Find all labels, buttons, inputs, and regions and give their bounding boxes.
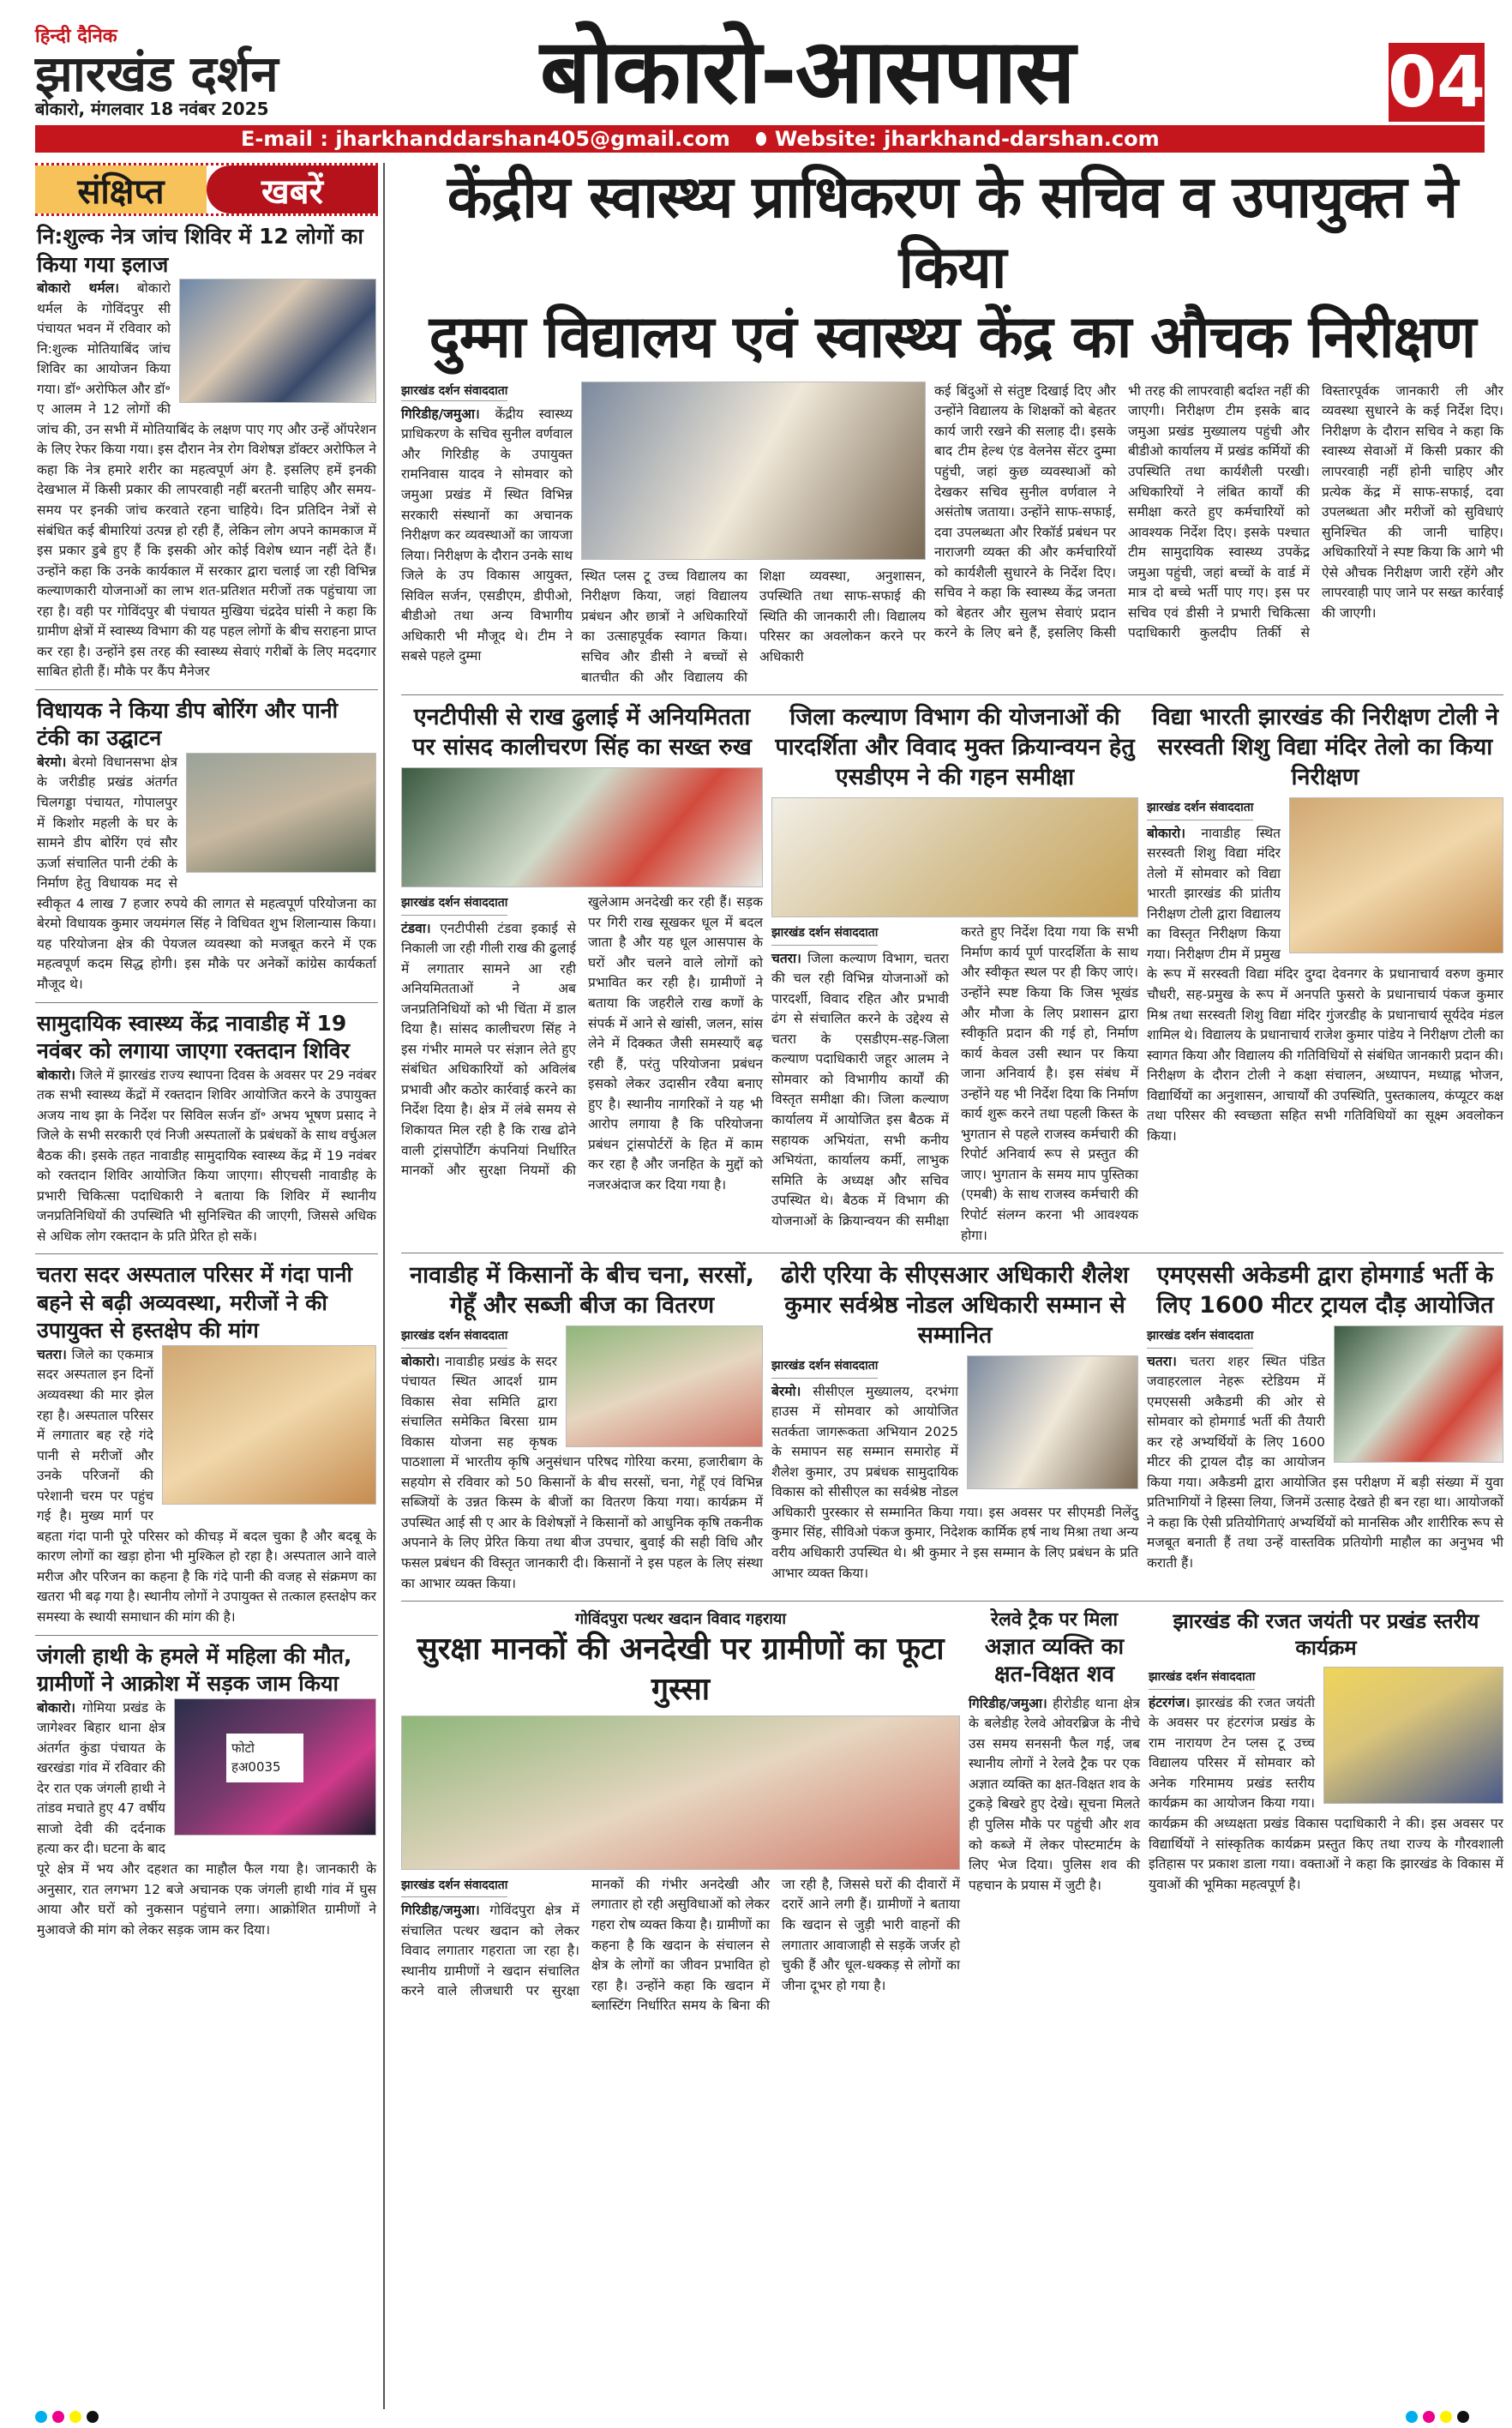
headline: चतरा सदर अस्पताल परिसर में गंदा पानी बहने से बढ़ी अव्यवस्था, मरीजों ने की उपायुक्त से हस्तक्षेप की मांग [37, 1262, 352, 1343]
byline: झारखंड दर्शन संवाददाता [401, 1877, 507, 1897]
brief-column [35, 163, 378, 1947]
photo [179, 279, 376, 403]
headline: सुरक्षा मानकों की अनदेखी पर ग्रामीणों का फूटा गुस्सा [417, 1632, 945, 1708]
byline: झारखंड दर्शन संवाददाता [401, 894, 507, 915]
article-body: सीसीएल मुख्यालय, दरभंगा हाउस में सोमवार को आयोजित सतर्कता जागरूकता अभियान 2025 के समापन सह सम्मान समारोह में शैलेश कुमार, उप प्रबंधक सामुदायिक विकास को सीसीएल का सर्वश्रेष्ठ नोडल अधिकारी पुरस्कार से सम्मानित किया गया। इस अवसर पर सीएमडी निलेंदु कुमार सिंह, सीविओ पंकज कुमार, निदेशक कार्मिक हर्ष नाथ मिश्रा तथा अन्य वरीय अधिकारी उपस्थित थे। श्री कुमार ने इस सम्मान के लिए प्रबंधन के प्रति आभार व्यक्त किया। [771, 1383, 1138, 1581]
photo [967, 1355, 1138, 1489]
article-body: जिले में झारखंड राज्य स्थापना दिवस के अवसर पर 29 नवंबर तक सभी स्वास्थ्य केंद्रों में रक्तदान शिविर आयोजित करने के उपायुक्त अजय नाथ झा के निर्देश पर सिविल सर्जन डॉ॰ अभय भूषण प्रसाद ने जिले के सभी सरकारी एवं निजी अस्पतालों के प्रबंधकों के साथ वर्चुअल बैठक की। इसके तहत नावाडीह सामुदायिक स्वास्थ्य केंद्र में 19 नवंबर को रक्तदान शिविर आयोजित किया जाएगा। सीएचसी नावाडीह के प्रभारी चिकित्सा पदाधिकारी ने बताया कि शिविर में स्थानीय जनप्रतिनिधियों की उपस्थिति भी सुनिश्चित की जाएगी, जिससे अधिक से अधिक लोग रक्तदान के प्रति प्रेरित हो सकें। [37, 1067, 376, 1244]
byline: झारखंड दर्शन संवाददाता [1149, 1668, 1255, 1689]
article [969, 1608, 1140, 1896]
article-body: नावाडीह स्थित सरस्वती शिशु विद्या मंदिर तेलो में सोमवार को विद्या भारती झारखंड की प्रांतीय निरीक्षण टोली द्वारा विद्यालय का विस्तृत निरीक्षण किया गया। निरीक्षण टीम में प्रमुख के रूप में सरस्वती विद्या मंदिर दुग्दा देवनगर के प्रधानाचार्य वरुण कुमार चौधरी, सह-प्रमुख के रूप में अनपति फुसरो के प्रधानाचार्य पंकज कुमार मिश्र तथा सरस्वती शिशु विद्या मंदिर गुंजरडीह के प्रधानाचार्य सूर्यदेव मंडल शामिल थे। विद्यालय के प्रधानाचार्य राजेश कुमार पांडेय ने निरीक्षण टोली का स्वागत किया और विद्यालय की गतिविधियों से संबंधित जानकारी प्रदान की। निरीक्षण के दौरान टोली ने कक्षा संचालन, अध्यापन, मध्याह्न भोजन, विद्यार्थियों का अनुशासन, आचार्यों की उपस्थिति, पुस्तकालय, कंप्यूटर कक्ष तथा परिसर की स्वच्छता सहित सभी गतिविधियों का सूक्ष्म अवलोकन किया। [1147, 825, 1503, 1144]
lead-story [401, 382, 1503, 688]
article-body: बेरमो विधानसभा क्षेत्र के जरीडीह प्रखंड अंतर्गत चिलगड्डा पंचायत, गोपालपुर में किशोर महली के घर के सामने डीप बोरिंग एवं सौर ऊर्जा संचालित पानी टंकी के निर्माण हेतु विधायक मद से स्वीकृत 4 लाख 7 हजार रुपये की लागत से महत्वपूर्ण परियोजना का बेरमो विधायक कुमार जयमंगल सिंह ने विधिवत शुभ शिलान्यास किया। यह परियोजना क्षेत्र की पेयजल व्यवस्था को मजबूत करने में एक महत्वपूर्ण कदम सिद्ध होगी। इस मौके पर अनेकों कांग्रेस कार्यकर्ता मौजूद थे। [37, 754, 376, 992]
photo [401, 1716, 960, 1870]
photo [174, 1698, 376, 1836]
lead-col-1 [401, 382, 573, 667]
article [1149, 1608, 1503, 1895]
article-body: झारखंड की रजत जयंती के अवसर पर हंटरगंज प्रखंड के राम नारायण टेन प्लस टू उच्च विद्यालय परिसर में सोमवार को अनेक गरिमामय प्रखंड स्तरीय कार्यक्रम का आयोजन किया गया। कार्यक्रम की अध्यक्षता प्रखंड विकास पदाधिकारी ने की। इस अवसर पर विद्यार्थियों ने सांस्कृतिक कार्यक्रम प्रस्तुत किए तथा राज्य के गौरवशाली इतिहास पर प्रकाश डाला गया। वक्ताओं ने कहा कि झारखंड के विकास में युवाओं की भूमिका महत्वपूर्ण है। [1149, 1694, 1503, 1892]
article-dateline: चतरा। [1147, 1353, 1177, 1369]
article-dateline: बोकारो। [37, 1067, 76, 1083]
article-dateline: टंडवा। [401, 920, 431, 936]
byline: झारखंड दर्शन संवाददाता [401, 382, 507, 401]
brief-article [35, 1636, 378, 1948]
headline: एनटीपीसी से राख ढुलाई में अनियमितता पर सांसद कालीचरण सिंह का सख्त रुख [412, 704, 752, 761]
headline: विधायक ने किया डीप बोरिंग और पानी टंकी का उद्घाटन [37, 697, 339, 751]
headline: ढोरी एरिया के सीएसआर अधिकारी शैलेश कुमार सर्वश्रेष्ठ नोडल अधिकारी सम्मान से सम्मानित [781, 1262, 1129, 1349]
article-dateline: बेरमो। [771, 1383, 801, 1399]
article [771, 702, 1138, 1246]
photo [1289, 797, 1503, 953]
photo [1334, 1325, 1503, 1463]
article [401, 1260, 763, 1594]
paper-kicker: हिन्दी दैनिक [35, 26, 117, 47]
contact-bar [35, 125, 1485, 153]
article-dateline: बोकारो। [1147, 825, 1186, 841]
article-row [401, 1253, 1503, 1594]
article-body: चतरा शहर स्थित पंडित जवाहरलाल नेहरू स्टेडियम में एमएससी अकैडमी की ओर से सोमवार को होमगार्ड भर्ती की तैयारी कर रहे अभ्यर्थियों के लिए 1600 मीटर की ट्रायल दौड़ का आयोजन किया गया। अकैडमी द्वारा आयोजित इस परीक्षण में बड़ी संख्या में युवा प्रतिभागियों ने हिस्सा लिया, जिनमें उत्साह देखते ही बन रहा था। आयोजकों ने कहा कि ऐसी प्रतियोगिताएं अभ्यर्थियों को मानसिक और शारीरिक रूप से मजबूत बनाती हैं तथा उन्हें वास्तविक प्रतियोगी माहौल का अनुभव भी कराती हैं। [1147, 1353, 1503, 1572]
byline: झारखंड दर्शन संवाददाता [1147, 799, 1253, 820]
brief-article [35, 216, 378, 690]
brief-label: संक्षिप्त [35, 165, 207, 213]
headline: जंगली हाथी के हमले में महिला की मौत, ग्रामीणों ने आक्रोश में सड़क जाम किया [37, 1643, 352, 1697]
registration-marks [35, 2410, 104, 2426]
article-body: गोविंदपुरा क्षेत्र में संचालित पत्थर खदान को लेकर विवाद लगातार गहराता जा रहा है। स्थानीय ग्रामीणों ने खदान संचालित करने वाले लीजधारी पर सुरक्षा मानकों की गंभीर अनदेखी और लगातार हो रही असुविधाओं को लेकर गहरा रोष व्यक्त किया है। ग्रामीणों का कहना है कि खदान के संचालन से क्षेत्र के लोगों का जीवन प्रभावित हो रहा है। उन्होंने कहा कि खदान में ब्लास्टिंग निर्धारित समय के बिना की जा रही है, जिससे घरों की दीवारों में दरारें आने लगी हैं। ग्रामीणों ने बताया कि खदान से जुड़ी भारी वाहनों की लगातार आवाजाही से सड़कें जर्जर हो चुकी हैं और धूल-धक्कड़ से लोगों का जीना दूभर हो गया है। [401, 1876, 960, 2014]
article [1147, 1260, 1503, 1573]
article-dateline: गिरिडीह/जमुआ। [401, 406, 480, 422]
article-body: एनटीपीसी टंडवा इकाई से निकाली जा रही गीली राख की ढुलाई में लगातार सामने आ रही अनियमितताओं ने अब जनप्रतिनिधियों को भी चिंता में डाल दिया है। सांसद कालीचरण सिंह ने इस गंभीर मामले पर संज्ञान लेते हुए संबंधित अधिकारियों को अविलंब प्रभावी और कठोर कार्रवाई करने का निर्देश दिया है। क्षेत्र में लंबे समय से शिकायत मिल रही है कि राख ढोने वाली ट्रांसपोर्टिंग कंपनियां निर्धारित मानकों और सुरक्षा नियमों की खुलेआम अनदेखी कर रही हैं। सड़क पर गिरी राख सूखकर धूल में बदल जाता है और यह धूल आसपास के घरों और चलने वाले लोगों को प्रभावित कर रही है। ग्रामीणों ने बताया कि जहरीले राख कणों के संपर्क में आने से खांसी, जलन, सांस लेने में दिक्कत जैसी समस्याएँ बढ़ रही हैं, परंतु परियोजना प्रबंधन इसको लेकर उदासीन रवैया बनाए हुए है। स्थानीय नागरिकों ने यह भी आरोप लगाया है कि परियोजना प्रबंधन ट्रांसपोर्टरों के हित में काम कर रहा है और जनहित के मुद्दों को नजरअंदाज कर दिया गया है। [401, 894, 763, 1193]
photo [186, 753, 376, 873]
lead-headline-line: दुम्मा विद्यालय एवं स्वास्थ्य केंद्र का औचक निरीक्षण [429, 304, 1476, 372]
article-body: हीरोडीह थाना क्षेत्र के बलेडीह रेलवे ओवरब्रिज के नीचे उस समय सनसनी फैल गई, जब स्थानीय लोगों ने रेलवे ट्रैक पर एक अज्ञात व्यक्ति का क्षत-विक्षत शव के टुकड़े बिखरे हुए देखे। सूचना मिलते ही पुलिस मौके पर पहुंची और शव को कब्जे में लेकर पोस्टमार्टम के लिए भेज दिया। पुलिस शव की पहचान के प्रयास में जुटी है। [969, 1695, 1140, 1893]
headline: नावाडीह में किसानों के बीच चना, सरसों, गेहूँ और सब्जी बीज का वितरण [410, 1262, 754, 1319]
article-dateline: बोकारो थर्मल। [37, 280, 120, 296]
photo [771, 797, 1138, 917]
paper-name: झारखंड दर्शन [35, 45, 279, 103]
headline: विद्या भारती झारखंड की निरीक्षण टोली ने सरस्वती शिशु विद्या मंदिर तेलो का किया निरीक्षण [1151, 704, 1499, 791]
lead-headline [401, 163, 1503, 373]
article-dateline: बोकारो। [37, 1699, 76, 1716]
column-divider [383, 163, 385, 2409]
article-dateline: चतरा। [37, 1346, 67, 1362]
byline: झारखंड दर्शन संवाददाता [771, 1357, 878, 1378]
photo [162, 1345, 376, 1505]
bullet-icon [756, 132, 766, 146]
article-body: नावाडीह प्रखंड के सदर पंचायत स्थित आदर्श ग्राम विकास सेवा समिति द्वारा संचालित समेकित बिरसा ग्राम विकास योजना सह कृषक पाठशाला में भारतीय कृषि अनुसंधान परिषद गोरिया करमा, हजारीबाग के सहयोग से रविवार को 50 किसानों के बीच सरसों, चना, गेहूँ एवं विभिन्न सब्जियों के उन्नत किस्म के बीजों का वितरण किया गया। कार्यक्रम में उपस्थित आई सी ए आर के विशेषज्ञों ने किसानों को आधुनिक कृषि तकनीक अपनाने के लिए प्रेरित किया तथा बीज उपचार, बुवाई की सही विधि और फसल प्रबंधन की विस्तृत जानकारी दी। किसानों ने इस पहल के लिए संस्था का आभार व्यक्त किया। [401, 1353, 763, 1591]
headline: झारखंड की रजत जयंती पर प्रखंड स्तरीय कार्यक्रम [1173, 1609, 1479, 1661]
page-number: 04 [1387, 41, 1486, 123]
dateline: बोकारो, मंगलवार 18 नवंबर 2025 [35, 99, 269, 119]
article-row [401, 1601, 1503, 2016]
news-label: खबरें [207, 165, 378, 213]
photo-caption: फोटो हअ0035 [226, 1734, 303, 1782]
article [1147, 702, 1503, 1146]
website-link[interactable]: Website: jharkhand-darshan.com [774, 127, 1160, 151]
article [401, 1608, 960, 2016]
headline: अज्ञात व्यक्ति का क्षत-विक्षत शव [984, 1633, 1125, 1688]
main-area [401, 163, 1503, 2016]
headline: नि:शुल्क नेत्र जांच शिविर में 12 लोगों का किया गया इलाज [37, 224, 363, 277]
article-body: जिला कल्याण विभाग, चतरा की चल रही विभिन्न योजनाओं को पारदर्शी, विवाद रहित और प्रभावी ढंग से संचालित करने के उद्देश्य से चतरा के एसडीएम-सह-जिला कल्याण पदाधिकारी जहूर आलम ने सोमवार को विभागीय कार्यों की विस्तृत समीक्षा की। जिला कल्याण कार्यालय में आयोजित इस बैठक में सहायक अभियंता, सभी कनीय अभियंता, कार्यालय कर्मी, लाभुक समिति के अध्यक्ष और सचिव उपस्थित थे। बैठक में विभाग की योजनाओं के क्रियान्वयन की समीक्षा करते हुए निर्देश दिया गया कि सभी निर्माण कार्य पूर्ण पारदर्शिता के साथ और स्वीकृत स्थल पर ही किए जाएं। उन्होंने स्पष्ट किया कि जिस भूखंड और मौजा के लिए प्रशासन द्वारा स्वीकृति प्रदान की गई हो, निर्माण कार्य केवल उसी स्थान पर किया जाना अनिवार्य है। इस संबंध में उन्होंने यह भी निर्देश दिया कि निर्माण कार्य शुरू करने तथा पहली किस्त के भुगतान से पहले राजस्व कर्मचारी की रिपोर्ट अनिवार्य रूप से प्रस्तुत की जाए। भुगतान के समय माप पुस्तिका (एमबी) के साथ राजस्व कर्मचारी की रिपोर्ट संलग्न करना भी आवश्यक होगा। [771, 924, 1138, 1243]
headline: सामुदायिक स्वास्थ्य केंद्र नावाडीह में 19 नवंबर को लगाया जाएगा रक्तदान शिविर [37, 1010, 350, 1063]
brief-article [35, 1003, 378, 1255]
lead-photo [581, 382, 926, 560]
article-body: केंद्रीय स्वास्थ्य प्राधिकरण के सचिव सुनील वर्णवाल और गिरिडीह के उपायुक्त रामनिवास यादव ने सोमवार को जमुआ प्रखंड में स्थित विभिन्न सरकारी संस्थानों का अचानक निरीक्षण कर व्यवस्थाओं का जायजा लिया। निरीक्षण के दौरान उनके साथ जिले के उप विकास आयुक्त, सिविल सर्जन, एसडीएम, डीपीओ, बीडीओ तथा अन्य विभागीय अधिकारी भी मौजूद थे। टीम ने सबसे पहले दुम्मा [401, 406, 573, 664]
brief-article [35, 1254, 378, 1635]
byline: झारखंड दर्शन संवाददाता [401, 1327, 507, 1348]
kicker: गोविंदपुरा पत्थर खदान विवाद गहराया [575, 1610, 786, 1629]
registration-marks [1406, 2410, 1474, 2426]
article [771, 1260, 1138, 1584]
byline: झारखंड दर्शन संवाददाता [1147, 1327, 1253, 1348]
article-body: बोकारो थर्मल के गोविंदपुर सी पंचायत भवन में रविवार को नि:शुल्क मोतियाबिंद जांच शिविर का आयोजन किया गया। डॉ॰ अरोफिल और डॉ॰ ए आलम ने 12 लोगों की जांच की, उन सभी में मोतियाबिंद के लक्षण पाए गए और उन्हें ऑपरेशन के लिए रेफर किया गया। इस दौरान नेत्र रोग विशेषज्ञ डॉक्टर अरोफिल ने कहा कि नेत्र हमारे शरीर का महत्वपूर्ण अंग है. इसलिए हमें इनकी देखभाल में किसी प्रकार की लापरवाही नहीं बरतनी चाहिए और समय-समय पर इनकी जांच करवाते रहना चाहिये। दिन प्रतिदिन नेत्रों से संबंधित कई बीमारियां उत्पन्न हो रही हैं, लेकिन लोग अपने कामकाज में इस प्रकार डुबे हुए हैं कि इसकी ओर कोई विशेष ध्यान नहीं देते हैं। उन्होंने कहा कि उनके कार्यकाल में सरकार द्वारा चलाई जा रही विभिन्न कल्याणकारी योजनाओं का लाभ शत-प्रतिशत मरीजों तक पहुंचाया जा रहा है। वही पर गोविंदपुर बी पंचायत मुखिया चंद्रदेव घांसी ने कहा कि ग्रामीण क्षेत्रों में स्वास्थ्य विभाग की यह पहल लोगों के बीच सराहना प्राप्त कर रहा है। उन्होंने इस तरह की स्वास्थ्य सेवाएं गरीबों के लिए मददगार साबित होती हैं। मौके पर कैंप मैनेजर [37, 280, 376, 680]
lead-col-2: स्थित प्लस टू उच्च विद्यालय का निरीक्षण किया, जहां विद्यालय प्रबंधन और छात्रों ने अधिकारियों का उत्साहपूर्वक स्वागत किया। सचिव और डीसी ने बच्चों से बातचीत की और विद्यालय की शिक्षा व्यवस्था, अनुशासन, उपस्थिति तथा साफ-सफाई की स्थिति की जानकारी ली। विद्यालय परिसर का अवलोकन करने पर अधिकारी [581, 568, 926, 685]
email-link[interactable]: E-mail : jharkhanddarshan405@gmail.com [241, 127, 730, 151]
brief-article [35, 690, 378, 1003]
lead-headline-line: केंद्रीय स्वास्थ्य प्राधिकरण के सचिव व उपायुक्त ने किया [447, 164, 1458, 302]
photo [566, 1325, 763, 1447]
section-title: बोकारो-आसपास [540, 19, 1074, 123]
article-dateline: बेरमो। [37, 754, 67, 770]
brief-news-header [35, 163, 378, 216]
article-dateline: गिरिडीह/जमुआ। [969, 1695, 1047, 1711]
byline: झारखंड दर्शन संवाददाता [771, 924, 878, 945]
article-row [401, 694, 1503, 1246]
photo [1323, 1667, 1503, 1804]
photo [401, 767, 763, 887]
headline: जिला कल्याण विभाग की योजनाओं की पारदर्शिता और विवाद मुक्त क्रियान्वयन हेतु एसडीएम ने की गहन समीक्षा [775, 704, 1135, 791]
article-body: जिले का एकमात्र सदर अस्पताल इन दिनों अव्यवस्था की मार झेल रहा है। अस्पताल परिसर में लगातार बह रहे गंदे पानी से मरीजों और उनके परिजनों की परेशानी चरम पर पहुंच गई है। मुख्य मार्ग पर बहता गंदा पानी पूरे परिसर को कीचड़ में बदल चुका है और बदबू के कारण लोगों का खड़ा होना भी मुश्किल हो रहा है। अस्पताल आने वाले मरीज और परिजन का कहना है कि गंदे पानी की वजह से संक्रमण का खतरा भी बढ़ गया है। स्थानीय लोगों ने उपायुक्त से तत्काल हस्तक्षेप कर समस्या के स्थायी समाधान की मांग की है। [37, 1346, 376, 1626]
article-dateline: चतरा। [771, 950, 801, 966]
article-dateline: बोकारो। [401, 1353, 441, 1369]
article-dateline: गिरिडीह/जमुआ। [401, 1902, 480, 1919]
lead-col-3: कई बिंदुओं से संतुष्ट दिखाई दिए और उन्होंने विद्यालय के शिक्षकों को बेहतर कार्य जारी रखने की सलाह दी। इसके बाद टीम हेल्थ एंड वेलनेस सेंटर दुम्मा पहुंची, जहां कुछ व्यवस्थाओं को देखकर सचिव सुनील वर्णवाल ने असंतोष जताया। उन्होंने साफ-सफाई, दवा उपलब्धता और रिकॉर्ड प्रबंधन पर नाराजगी व्यक्त की और कर्मचारियों को कार्यशैली सुधारने के निर्देश दिए। सचिव ने कहा कि स्वास्थ्य केंद्र जनता को बेहतर और सुलभ सेवाएं प्रदान करने के लिए बने हैं, इसलिए किसी भी तरह की लापरवाही बर्दाश्त नहीं की जाएगी। निरीक्षण टीम इसके बाद जमुआ प्रखंड मुख्यालय पहुंची और बीडीओ कार्यालय में प्रखंड कर्मियों की उपस्थिति तथा कार्यशैली परखी। अधिकारियों ने लंबित कार्यों की समीक्षा करते हुए कर्मचारियों को आवश्यक निर्देश दिए। इसके पश्चात टीम सामुदायिक स्वास्थ्य उपकेंद्र जमुआ पहुंची, जहां बच्चों के वार्ड में मात्र दो बच्चे भर्ती पाए गए। इस पर सचिव एवं डीसी ने प्रभारी चिकित्सा पदाधिकारी कुलदीप तिर्की से विस्तारपूर्वक जानकारी ली और व्यवस्था सुधारने के कई निर्देश दिए। निरीक्षण के दौरान सचिव ने कहा कि स्वास्थ्य सेवाओं में किसी प्रकार की लापरवाही नहीं होनी चाहिए और प्रत्येक केंद्र में साफ-सफाई, दवा उपलब्धता और मरीजों को सुविधाएं सुनिश्चित की जानी चाहिए। अधिकारियों ने स्पष्ट किया कि आगे भी ऐसे औचक निरीक्षण जारी रहेंगे और लापरवाही पाए जाने पर सख्त कार्रवाई की जाएगी। [934, 382, 1503, 641]
kicker: रेलवे ट्रैक पर मिला [990, 1609, 1119, 1632]
article-body: गोमिया प्रखंड के जागेश्वर बिहार थाना क्षेत्र अंतर्गत कुंडा पंचायत के खरखंडा गांव में रविवार की देर रात एक जंगली हाथी ने तांडव मचाते हुए 47 वर्षीय साजो देवी की दर्दनाक हत्या कर दी। घटना के बाद पूरे क्षेत्र में भय और दहशत का माहौल फैल गया है। जानकारी के अनुसार, रात लगभग 12 बजे अचानक एक जंगली हाथी गांव में घुस आया और घरों को नुकसान पहुंचाने लगा। आक्रोशित ग्रामीणों ने मुआवजे की मांग को लेकर सड़क जाम कर दिया। [37, 1699, 376, 1938]
article [401, 702, 763, 1195]
headline: एमएससी अकेडमी द्वारा होमगार्ड भर्ती के लिए 1600 मीटर ट्रायल दौड़ आयोजित [1156, 1262, 1494, 1319]
article-dateline: हंटरगंज। [1149, 1694, 1191, 1710]
